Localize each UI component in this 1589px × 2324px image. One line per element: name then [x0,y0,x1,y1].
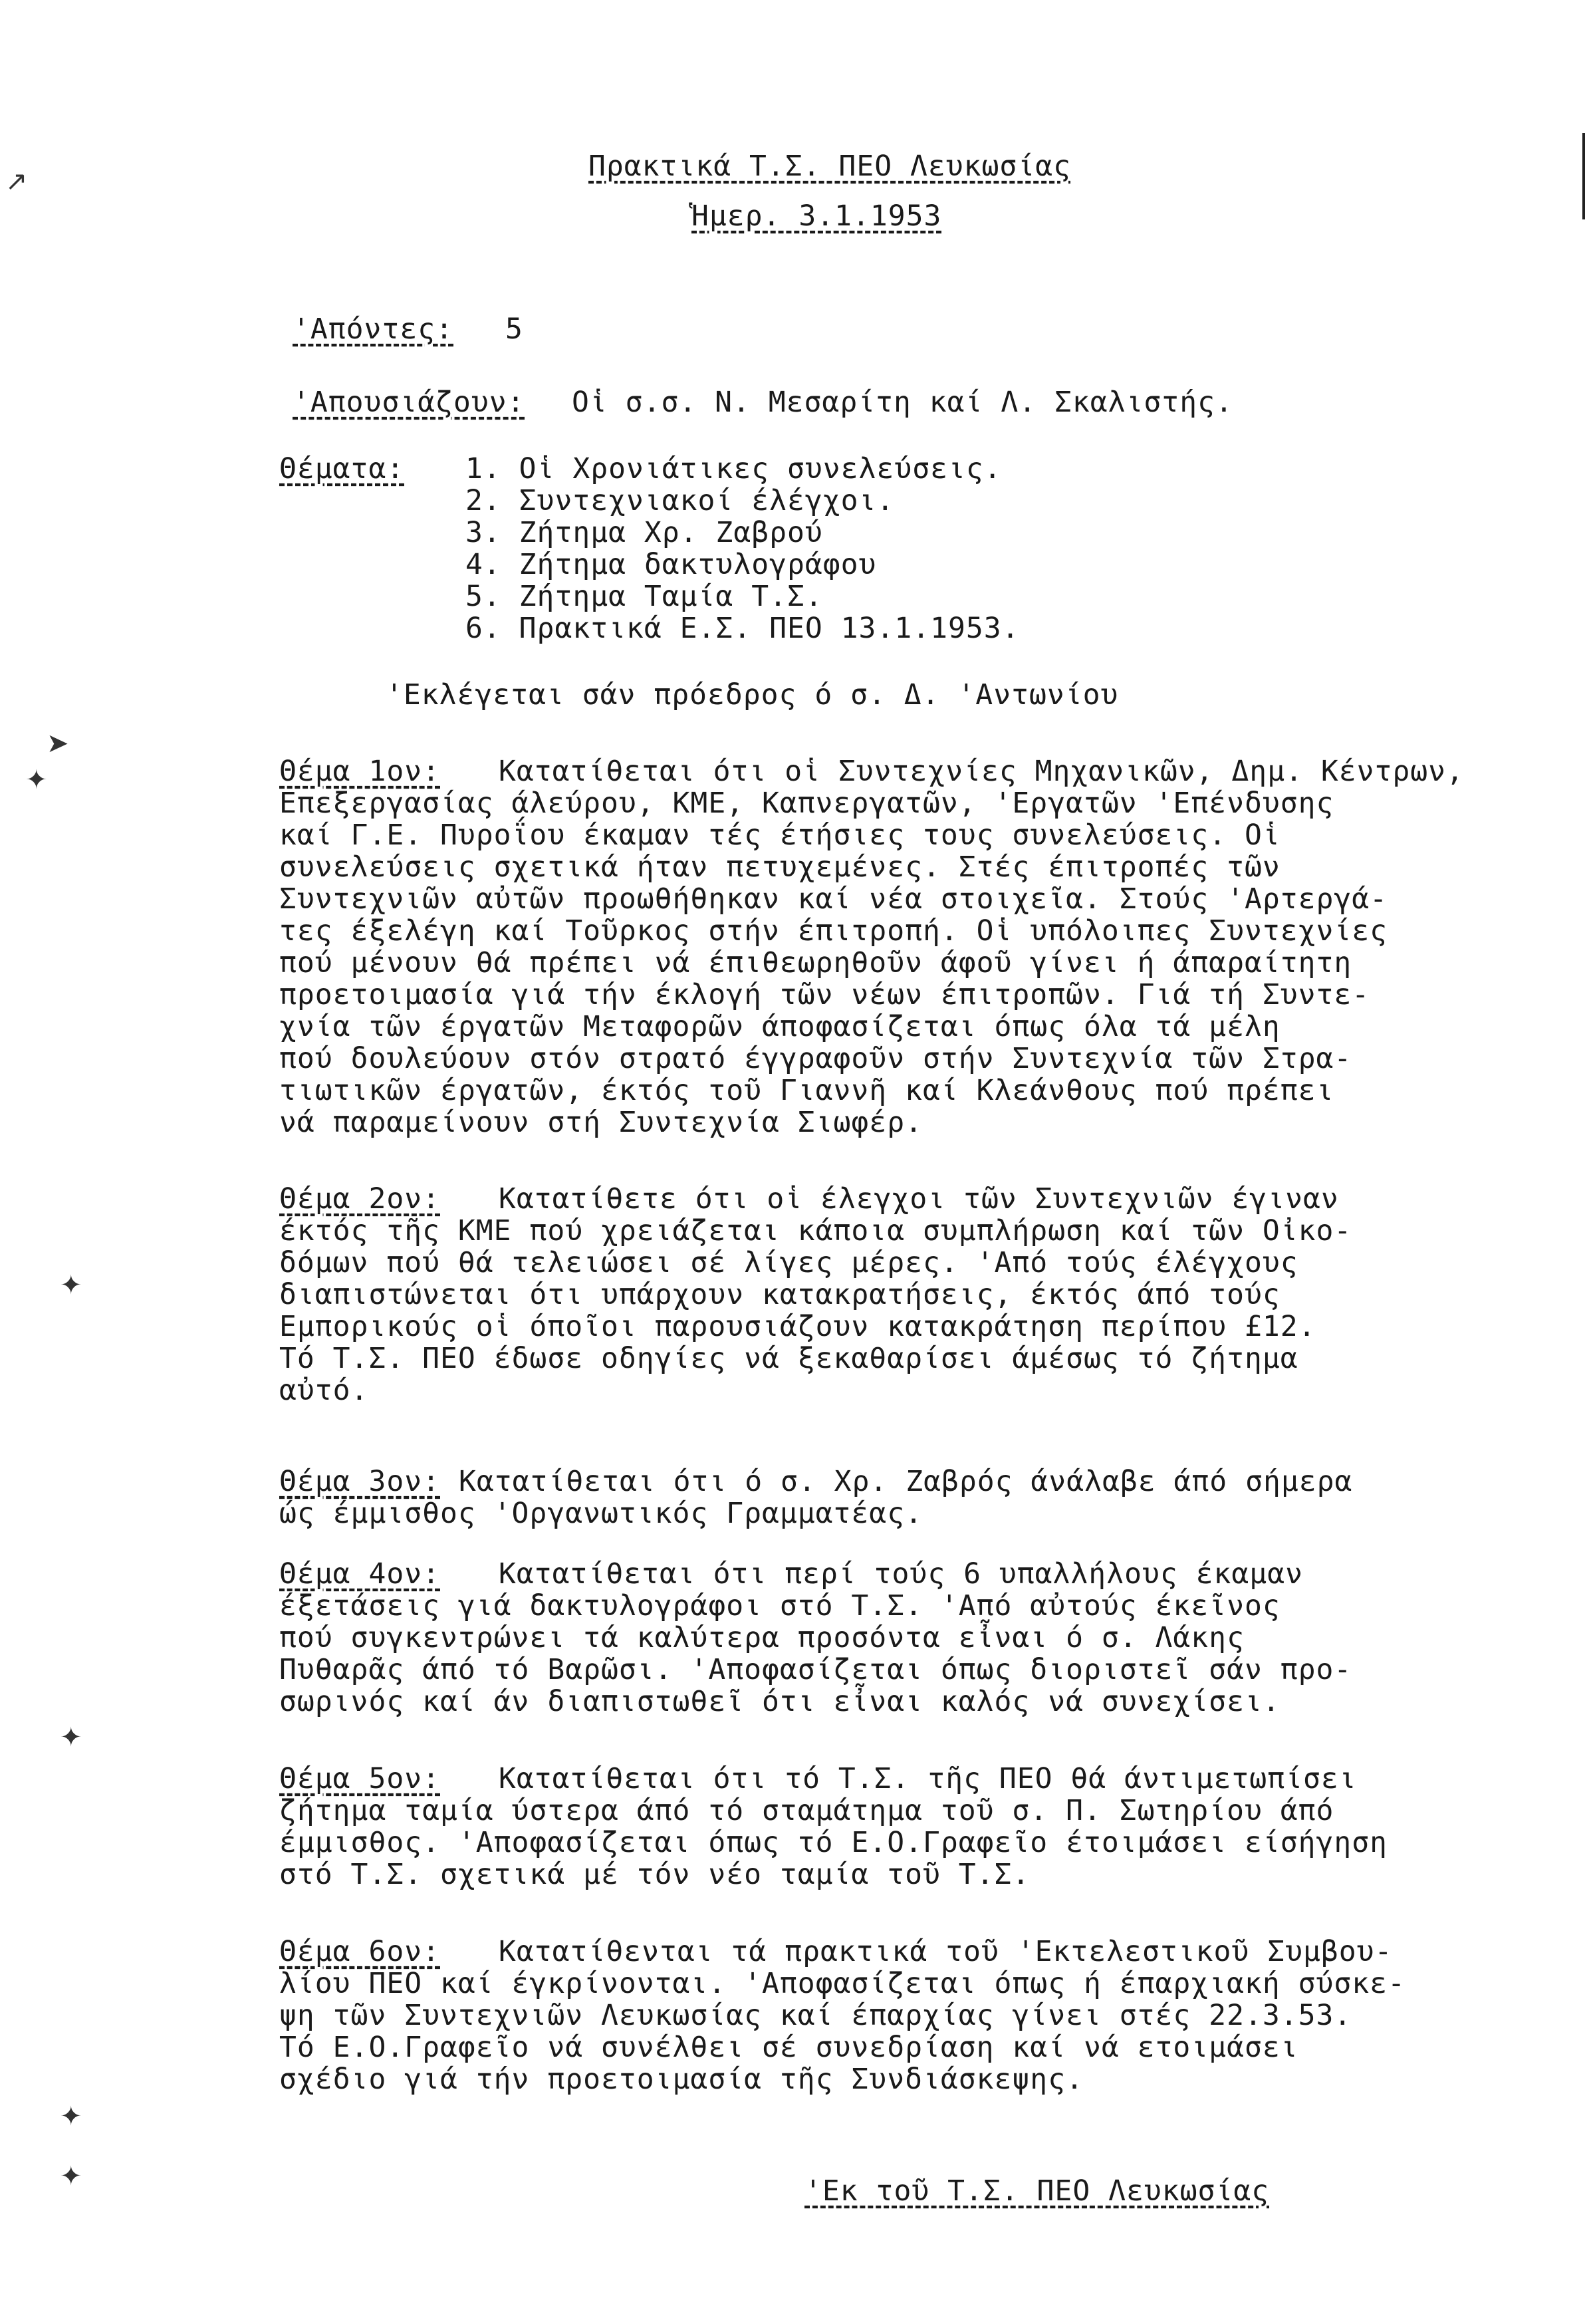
topic-item: 1. Οἱ Χρονιάτικες συνελεύσεις. [465,452,1002,485]
topic-item: 3. Ζήτημα Χρ. Ζαβρού [465,516,823,549]
section-4-text: σωρινός καί άν διαπιστωθεῖ ότι εἶναι καλός νά συνεχίσει. [279,1685,1281,1718]
section-1-text: τες έξελέγη καί Τοῦρκος στήν έπιτροπή. Οἱ υπόλοιπες Συντεχνίες [279,914,1388,948]
section-6-text: σχέδιο γιά τήν προετοιμασία τῆς Συνδιάσκεψης. [279,2063,1084,2096]
section-3-text: Κατατίθεται ότι ό σ. Χρ. Ζαβρός άνάλαβε άπό σήμερα [459,1465,1353,1498]
section-1-text: Κατατίθεται ότι οἱ Συντεχνίες Μηχανικῶν, Δημ. Κέντρων, [499,755,1464,788]
section-6-text: ψη τῶν Συντεχνιῶν Λευκωσίας καί έπαρχίας γίνει στές 22.3.53. [279,1999,1352,2032]
section-6-label: Θέμα 6ον: [279,1935,440,1968]
margin-mark: ↗ [5,166,28,197]
margin-mark: ➤ [47,728,69,759]
signature-line: 'Εκ τοῦ Τ.Σ. ΠΕΟ Λευκωσίας [804,2174,1270,2208]
margin-mark: ✦ [60,1722,82,1753]
section-1-text: νά παραμείνουν στή Συντεχνία Σιωφέρ. [279,1106,923,1139]
section-1-text: προετοιμασία γιά τήν έκλογή τῶν νέων έπιτροπῶν. Γιά τή Συντε- [279,978,1370,1011]
section-1-text: Συντεχνιῶν αὐτῶν προωθήθηκαν καί νέα στοιχεῖα. Στούς 'Αρτεργά- [279,882,1388,916]
document-title: Πρακτικά Τ.Σ. ΠΕΟ Λευκωσίας [588,150,1071,183]
chair-election: 'Εκλέγεται σάν πρόεδρος ό σ. Δ. 'Αντωνίου [386,678,1119,711]
margin-line [1582,133,1585,219]
section-4-label: Θέμα 4ον: [279,1557,440,1591]
margin-mark: ✦ [25,765,48,795]
section-1-text: πού δουλεύουν στόν στρατό έγγραφοῦν στήν Συντεχνία τῶν Στρα- [279,1042,1352,1075]
section-5-text: έμμισθος. 'Αποφασίζεται όπως τό Ε.Ο.Γραφεῖο έτοιμάσει είσήγηση [279,1826,1388,1859]
present-label: 'Απόντες: [293,313,453,346]
section-5-label: Θέμα 5ον: [279,1762,440,1795]
section-2-text: αὐτό. [279,1374,369,1407]
section-5-text: Κατατίθεται ότι τό Τ.Σ. τῆς ΠΕΟ θά άντιμετωπίσει [499,1762,1357,1795]
section-1-text: τιωτικῶν έργατῶν, έκτός τοῦ Γιαννῆ καί Κλεάνθους πού πρέπει [279,1074,1334,1107]
section-1-text: Επεξεργασίας άλεύρου, ΚΜΕ, Καπνεργατῶν, 'Εργατῶν 'Επένδυσης [279,787,1334,820]
section-4-text: Πυθαρᾶς άπό τό Βαρῶσι. 'Αποφασίζεται όπως διοριστεῖ σάν προ- [279,1653,1352,1686]
topic-item: 6. Πρακτικά Ε.Σ. ΠΕΟ 13.1.1953. [465,612,1020,645]
topic-item: 4. Ζήτημα δακτυλογράφου [465,548,877,581]
section-4-text: έξετάσεις γιά δακτυλογράφοι στό Τ.Σ. 'Από αὐτούς έκεῖνος [279,1589,1281,1622]
section-2-text: διαπιστώνεται ότι υπάρχουν κατακρατήσεις, έκτός άπό τούς [279,1278,1281,1311]
section-1-text: συνελεύσεις σχετικά ήταν πετυχεμένες. Στές έπιτροπές τῶν [279,850,1281,884]
margin-mark: ✦ [60,1270,82,1301]
section-6-text: Τό Ε.Ο.Γραφεῖο νά συνέλθει σέ συνεδρίαση καί νά ετοιμάσει [279,2031,1298,2064]
section-2-text: έκτός τῆς ΚΜΕ πού χρειάζεται κάποια συμπλήρωση καί τῶν Οἰκο- [279,1214,1352,1247]
section-5-text: στό Τ.Σ. σχετικά μέ τόν νέο ταμία τοῦ Τ.Σ. [279,1858,1031,1891]
section-1-label: Θέμα 1ον: [279,755,440,788]
absent-label: 'Απουσιάζουν: [293,386,525,419]
section-5-text: ζήτημα ταμία ύστερα άπό τό σταμάτημα τοῦ σ. Π. Σωτηρίου άπό [279,1794,1334,1827]
topic-item: 5. Ζήτημα Ταμία Τ.Σ. [465,580,823,613]
section-2-text: δόμων πού θά τελειώσει σέ λίγες μέρες. 'Από τούς έλέγχους [279,1246,1298,1279]
section-4-text: πού συγκεντρώνει τά καλύτερα προσόντα εἶναι ό σ. Λάκης [279,1621,1245,1654]
section-2-text: Εμπορικούς οἱ όποῖοι παρουσιάζουν κατακράτηση περίπου £12. [279,1310,1316,1343]
document-date: Ἡμερ. 3.1.1953 [691,199,942,233]
section-1-text: χνία τῶν έργατῶν Μεταφορῶν άποφασίζεται όπως όλα τά μέλη [279,1010,1281,1043]
section-4-text: Κατατίθεται ότι περί τούς 6 υπαλλήλους έκαμαν [499,1557,1303,1591]
topics-label: Θέματα: [279,452,405,485]
section-6-text: λίου ΠΕΟ καί έγκρίνονται. 'Αποφασίζεται όπως ή έπαρχιακή σύσκε- [279,1967,1406,2000]
section-2-text: Τό Τ.Σ. ΠΕΟ έδωσε οδηγίες νά ξεκαθαρίσει άμέσως τό ζήτημα [279,1342,1298,1375]
section-1-text: πού μένουν θά πρέπει νά έπιθεωρηθοῦν άφοῦ γίνει ή άπαραίτητη [279,946,1352,979]
section-2-text: Κατατίθετε ότι οἱ έλεγχοι τῶν Συντεχνιῶν έγιναν [499,1182,1339,1216]
margin-mark: ✦ [60,2161,82,2192]
section-1-text: καί Γ.Ε. Πυροΐου έκαμαν τές έτήσιες τους συνελεύσεις. Οἱ [279,819,1281,852]
present-value: 5 [505,313,523,346]
section-2-label: Θέμα 2ον: [279,1182,440,1216]
topic-item: 2. Συντεχνιακοί έλέγχοι. [465,484,895,517]
section-6-text: Κατατίθενται τά πρακτικά τοῦ 'Εκτελεστικοῦ Συμβου- [499,1935,1393,1968]
section-3-label: Θέμα 3ον: [279,1465,440,1498]
margin-mark: ✦ [60,2101,82,2132]
absent-value: Οἱ σ.σ. Ν. Μεσαρίτη καί Λ. Σκαλιστής. [572,386,1233,419]
section-3-text: ώς έμμισθος 'Οργανωτικός Γραμματέας. [279,1497,923,1530]
